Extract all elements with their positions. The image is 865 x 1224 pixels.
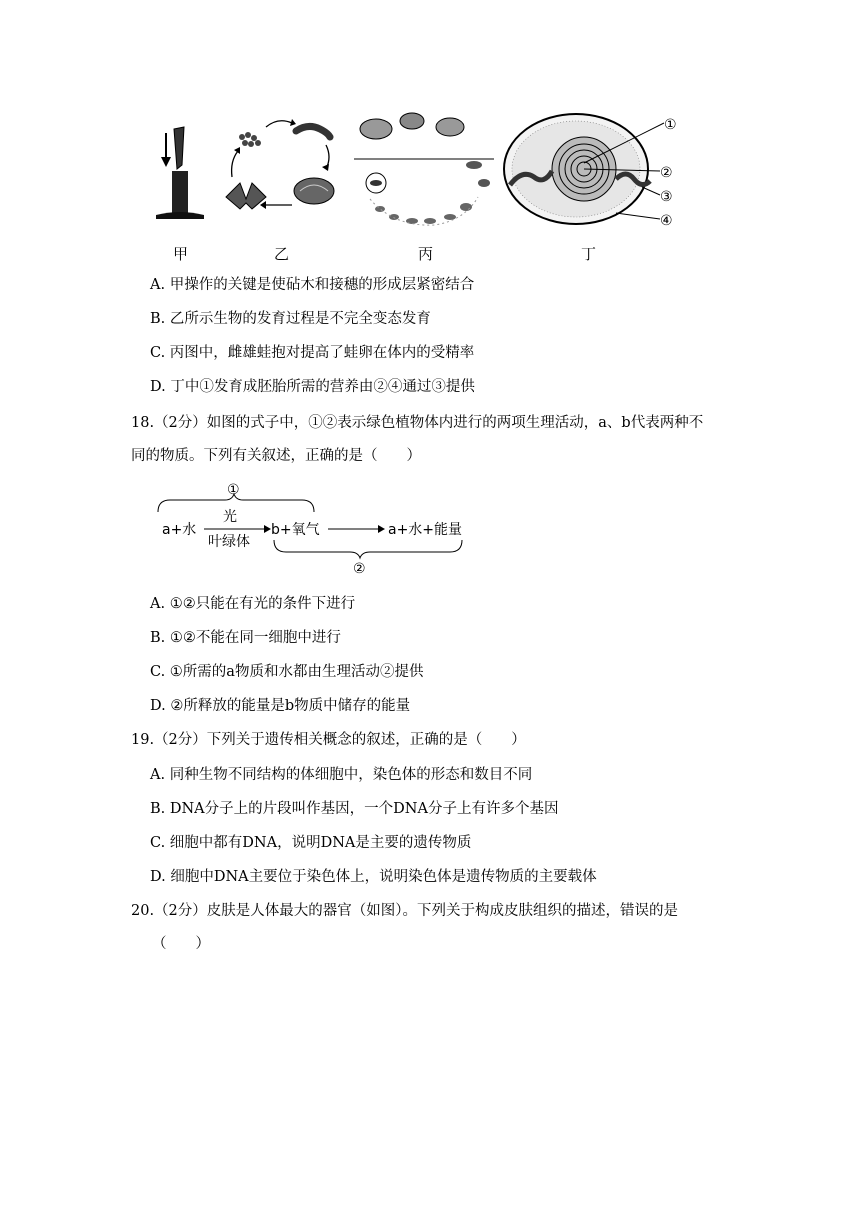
q18-option-b: B. ①②不能在同一细胞中进行 (150, 630, 341, 646)
q19-stem: 19.（2分）下列关于遗传相关概念的叙述，正确的是（ ） (131, 732, 526, 748)
q20-stem-line2: （ ） (152, 936, 210, 952)
q17-option-a: A. 甲操作的关键是使砧木和接穗的形成层紧密结合 (150, 277, 475, 293)
formula-bottom-mark: ② (353, 561, 366, 577)
q19-option-d: D. 细胞中DNA主要位于染色体上，说明染色体是遗传物质的主要载体 (150, 869, 597, 885)
figure-label-jia: 甲 (173, 245, 189, 263)
bird-egg-figure (500, 105, 690, 235)
formula-right: a+水+能量 (388, 522, 463, 538)
figure-label-ding: 丁 (581, 245, 597, 263)
q17-option-b: B. 乙所示生物的发育过程是不完全变态发育 (150, 311, 431, 327)
q18-option-d: D. ②所释放的能量是b物质中储存的能量 (150, 698, 411, 714)
egg-label-4: ④ (660, 213, 673, 229)
q18-stem-line1: 18.（2分）如图的式子中，①②表示绿色植物体内进行的两项生理活动，a、b代表两种不 (131, 415, 704, 431)
figure-label-bing: 丙 (418, 245, 434, 263)
q19-option-c: C. 细胞中都有DNA，说明DNA是主要的遗传物质 (150, 835, 472, 851)
egg-label-3: ③ (660, 189, 673, 205)
formula-middle: b+氧气 (271, 522, 320, 538)
figure-label-yi: 乙 (274, 245, 290, 263)
formula-arrow-top: 光 (223, 509, 237, 525)
formula-left: a+水 (162, 522, 197, 538)
grafting-figure (150, 105, 210, 225)
egg-label-2: ② (660, 165, 673, 181)
photosynthesis-respiration-formula (150, 478, 480, 578)
q18-stem-line2: 同的物质。下列有关叙述，正确的是（ ） (131, 448, 421, 464)
moth-lifecycle-figure (218, 105, 348, 225)
q17-option-d: D. 丁中①发育成胚胎所需的营养由②④通过③提供 (150, 379, 475, 395)
q17-option-c: C. 丙图中，雌雄蛙抱对提高了蛙卵在体内的受精率 (150, 345, 475, 361)
q18-option-c: C. ①所需的a物质和水都由生理活动②提供 (150, 664, 424, 680)
q19-option-b: B. DNA分子上的片段叫作基因，一个DNA分子上有许多个基因 (150, 801, 559, 817)
figure-row (150, 105, 710, 265)
formula-top-mark: ① (227, 482, 240, 498)
frog-lifecycle-figure (354, 105, 494, 235)
formula-arrow-bottom: 叶绿体 (208, 534, 250, 550)
egg-label-1: ① (664, 117, 677, 133)
q18-option-a: A. ①②只能在有光的条件下进行 (150, 596, 356, 612)
q19-option-a: A. 同种生物不同结构的体细胞中，染色体的形态和数目不同 (150, 767, 533, 783)
q20-stem-line1: 20.（2分）皮肤是人体最大的器官（如图）。下列关于构成皮肤组织的描述，错误的是 (131, 903, 679, 919)
